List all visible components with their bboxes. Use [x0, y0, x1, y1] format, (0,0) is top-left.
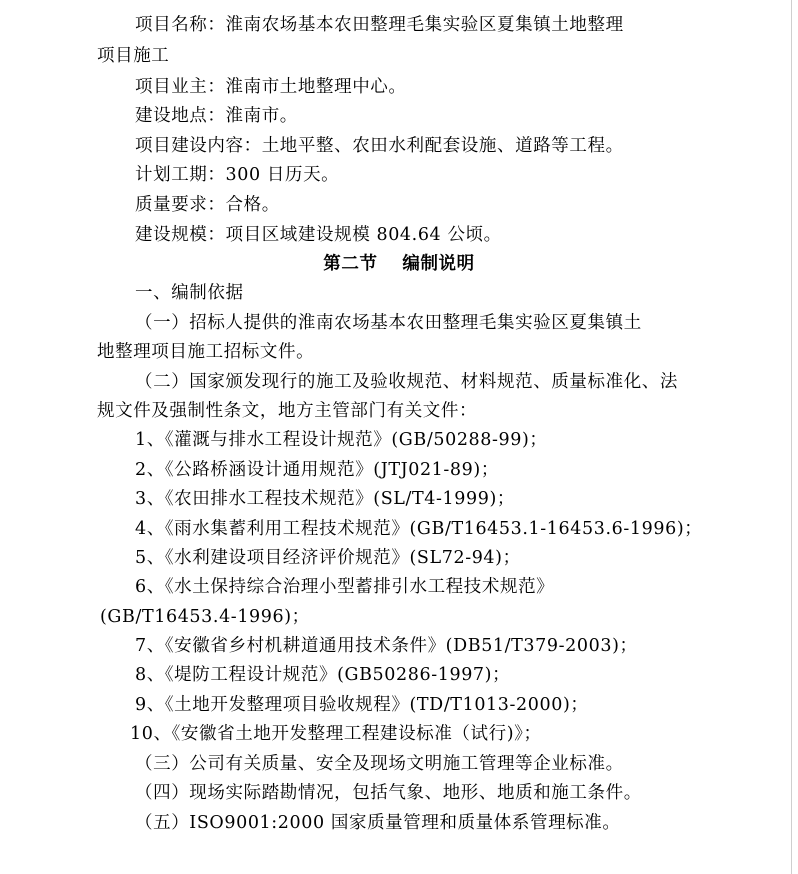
standard-item: 1、《灌溉与排水工程设计规范》(GB/50288-99)； [135, 430, 548, 450]
standard-item: 5、《水利建设项目经济评价规范》(SL72-94)； [135, 548, 521, 568]
project-duration: 计划工期：300 日历天。 [135, 165, 340, 185]
basis-item2-line1: （二）国家颁发现行的施工及验收规范、材料规范、质量标准化、法 [135, 372, 678, 392]
standard-item: 2、《公路桥涵设计通用规范》(JTJ021-89)； [135, 460, 499, 480]
basis-item2-line2: 规文件及强制性条文，地方主管部门有关文件： [97, 401, 478, 421]
section-heading: 第二节 编制说明 [323, 254, 475, 274]
basis-item5: （五）ISO9001:2000 国家质量管理和质量体系管理标准。 [135, 813, 621, 833]
basis-item1-line1: （一）招标人提供的淮南农场基本农田整理毛集实验区夏集镇土 [135, 313, 642, 333]
project-location: 建设地点：淮南市。 [135, 106, 298, 126]
project-owner: 项目业主：淮南市土地整理中心。 [135, 77, 407, 97]
standard-item-continuation: (GB/T16453.4-1996)； [100, 607, 310, 627]
project-name-line2: 项目施工 [97, 46, 170, 66]
standard-item: 7、《安徽省乡村机耕道通用技术条件》(DB51/T379-2003)； [135, 636, 638, 656]
page-edge-line [791, 0, 792, 874]
standard-item: 4、《雨水集蓄利用工程技术规范》(GB/T16453.1-16453.6-1996)； [135, 519, 703, 539]
standard-item: 3、《农田排水工程技术规范》(SL/T4-1999)； [135, 489, 515, 509]
project-content: 项目建设内容：土地平整、农田水利配套设施、道路等工程。 [135, 136, 624, 156]
standard-item: 9、《土地开发整理项目验收规程》(TD/T1013-2000)； [135, 695, 589, 715]
project-scale: 建设规模：项目区域建设规模 804.64 公顷。 [135, 225, 502, 245]
standard-item: 8、《堤防工程设计规范》(GB50286-1997)； [135, 665, 511, 685]
standard-item: 6、《水土保持综合治理小型蓄排引水工程技术规范》 [135, 577, 555, 597]
project-name-line1: 项目名称：淮南农场基本农田整理毛集实验区夏集镇土地整理 [135, 15, 624, 35]
project-quality: 质量要求：合格。 [135, 195, 280, 215]
standard-item: 10、《安徽省土地开发整理工程建设标准（试行)》； [130, 724, 542, 744]
basis-item1-line2: 地整理项目施工招标文件。 [97, 342, 315, 362]
subsection-title: 一、编制依据 [135, 283, 244, 303]
basis-item3: （三）公司有关质量、安全及现场文明施工管理等企业标准。 [135, 754, 624, 774]
basis-item4: （四）现场实际踏勘情况，包括气象、地形、地质和施工条件。 [135, 783, 642, 803]
